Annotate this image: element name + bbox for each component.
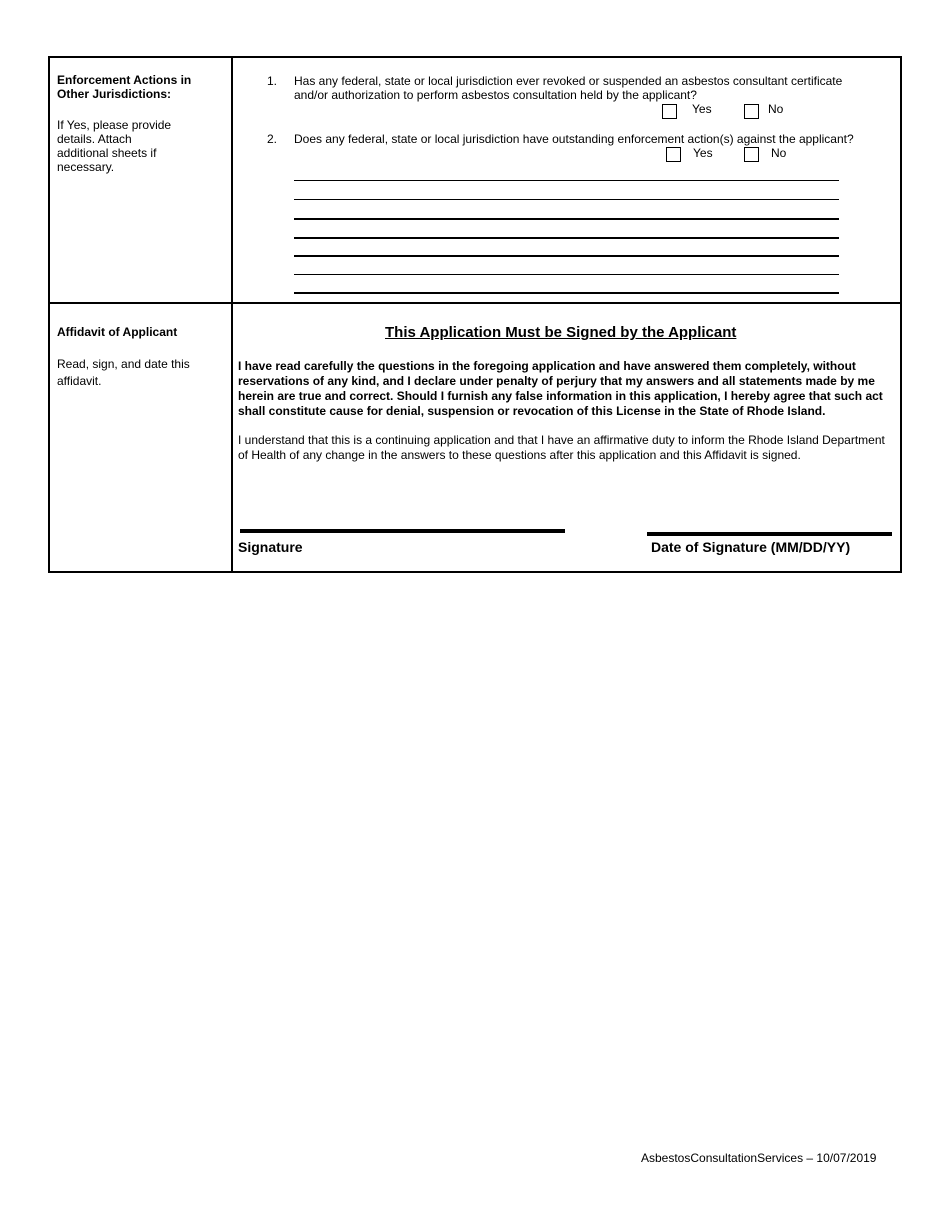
question-2-number: 2. bbox=[267, 132, 278, 146]
affidavit-help-line: affidavit. bbox=[57, 374, 102, 388]
question-2-no-label: No bbox=[771, 146, 787, 160]
enforcement-help-line: If Yes, please provide bbox=[57, 118, 172, 132]
enforcement-help-line: additional sheets if bbox=[57, 146, 157, 160]
question-2-yes-checkbox[interactable] bbox=[666, 147, 681, 162]
details-answer-line[interactable] bbox=[294, 274, 839, 275]
enforcement-help-line: details. Attach bbox=[57, 132, 132, 146]
question-1-no-checkbox[interactable] bbox=[744, 104, 759, 119]
signature-label: Signature bbox=[238, 539, 303, 555]
affidavit-section-title: Affidavit of Applicant bbox=[57, 325, 178, 339]
question-2-yes-label: Yes bbox=[693, 146, 713, 160]
details-answer-line[interactable] bbox=[294, 292, 839, 294]
affidavit-help-line: Read, sign, and date this bbox=[57, 357, 190, 371]
details-answer-line[interactable] bbox=[294, 237, 839, 239]
document-footer: AsbestosConsultationServices – 10/07/2019 bbox=[641, 1151, 877, 1165]
enforcement-section-title bbox=[57, 73, 191, 101]
application-form-table bbox=[48, 56, 902, 573]
question-2-text: Does any federal, state or local jurisdiction have outstanding enforcement action(s) against the applicant? bbox=[294, 132, 854, 146]
question-1-line: Has any federal, state or local jurisdiction ever revoked or suspended an asbestos consultant certificate bbox=[294, 74, 843, 88]
question-2-no-checkbox[interactable] bbox=[744, 147, 759, 162]
column-divider bbox=[231, 58, 233, 571]
enforcement-help-text bbox=[57, 118, 171, 174]
details-answer-line[interactable] bbox=[294, 255, 839, 257]
affidavit-continuing-duty: I understand that this is a continuing application and that I have an affirmative duty to inform the Rhode Island Department of Health of any change in the answers to these questions after this application and this Affidavit is signed. bbox=[238, 433, 885, 462]
affidavit-declaration: I have read carefully the questions in the foregoing application and have answered them completely, without reservations of any kind, and I declare under penalty of perjury that my answers and all statements made by me herein are true and correct. Should I furnish any false information in this application, I hereby agree that such act shall constitute cause for denial, suspension or revocation of this License in the State of Rhode Island. bbox=[238, 359, 883, 418]
enforcement-help-line: necessary. bbox=[57, 160, 115, 174]
enforcement-title-line: Other Jurisdictions: bbox=[57, 87, 172, 101]
question-1-no-label: No bbox=[768, 102, 784, 116]
question-1-text bbox=[294, 74, 842, 102]
question-1-yes-checkbox[interactable] bbox=[662, 104, 677, 119]
question-1-line: and/or authorization to perform asbestos consultation held by the applicant? bbox=[294, 88, 697, 102]
affidavit-help-text bbox=[57, 356, 190, 390]
row-divider bbox=[50, 302, 900, 304]
date-of-signature-line[interactable] bbox=[647, 532, 892, 536]
enforcement-title-line: Enforcement Actions in bbox=[57, 73, 192, 87]
details-answer-line[interactable] bbox=[294, 199, 839, 200]
details-answer-line[interactable] bbox=[294, 180, 839, 181]
question-1-number: 1. bbox=[267, 74, 278, 88]
date-of-signature-label: Date of Signature (MM/DD/YY) bbox=[651, 539, 851, 555]
details-answer-line[interactable] bbox=[294, 218, 839, 220]
signature-line[interactable] bbox=[240, 529, 565, 533]
affidavit-heading: This Application Must be Signed by the Applicant bbox=[385, 324, 737, 341]
question-1-yes-label: Yes bbox=[692, 102, 712, 116]
